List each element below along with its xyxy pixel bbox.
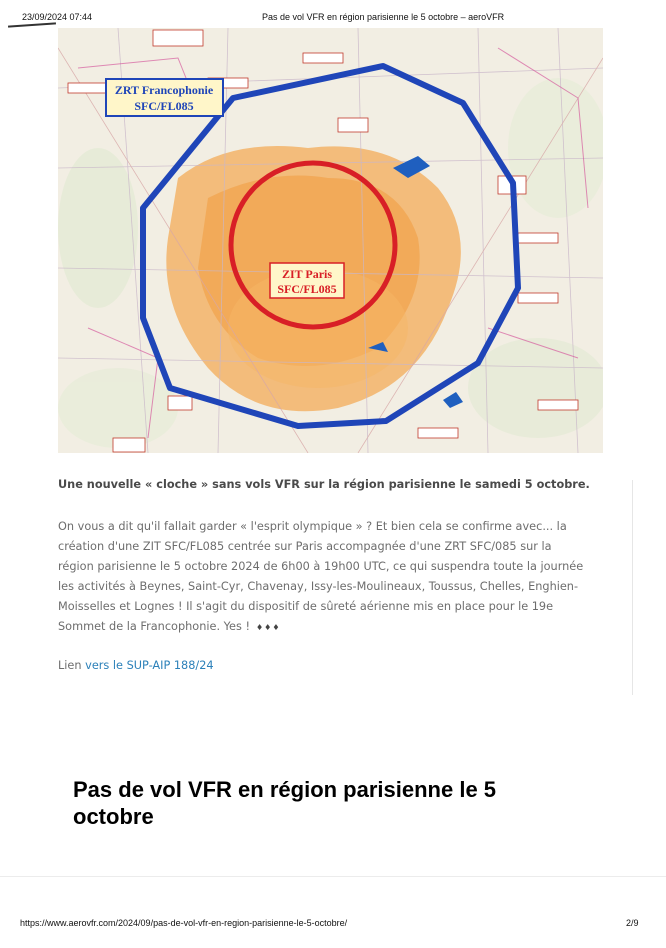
body-line: Moisselles et Lognes ! Il s'agit du dispositif de sûreté aérienne mis en place pour le 19e <box>58 600 554 613</box>
article-link-line <box>58 659 214 672</box>
page-title-line2: octobre <box>73 804 154 829</box>
sup-aip-link[interactable]: vers le SUP-AIP 188/24 <box>85 659 214 672</box>
zrt-label-line2: SFC/FL085 <box>134 99 194 113</box>
column-divider <box>632 480 633 695</box>
body-line: création d'une ZIT SFC/FL085 centrée sur Paris accompagnée d'une ZRT SFC/085 sur la <box>58 540 552 553</box>
zit-label-line1: ZIT Paris <box>281 267 333 281</box>
airspace-map-image <box>58 28 603 453</box>
link-prefix: Lien <box>58 659 82 672</box>
article-lead: Une nouvelle « cloche » sans vols VFR sur la région parisienne le samedi 5 octobre. <box>58 478 590 491</box>
diamond-icons: ♦♦♦ <box>255 623 281 632</box>
airspace-map <box>58 28 603 453</box>
body-line: les activités à Beynes, Saint-Cyr, Chavenay, Issy-les-Moulineaux, Toussus, Chelles, Enghien- <box>58 580 579 593</box>
divider <box>0 876 666 877</box>
body-line: On vous a dit qu'il fallait garder « l'esprit olympique » ? Et bien cela se confirme avec... la <box>58 520 567 533</box>
zrt-label-line1: ZRT Francophonie <box>114 83 214 97</box>
print-url: https://www.aerovfr.com/2024/09/pas-de-vol-vfr-en-region-parisienne-le-5-octobre/ <box>20 918 348 928</box>
page-title-line1: Pas de vol VFR en région parisienne le 5 <box>73 777 497 802</box>
body-line-text: Sommet de la Francophonie. Yes ! <box>58 620 250 633</box>
zit-label-line2: SFC/FL085 <box>277 282 337 296</box>
print-date: 23/09/2024 07:44 <box>22 12 93 22</box>
print-page-number: 2/9 <box>626 918 639 928</box>
zrt-label-box <box>106 79 223 116</box>
zit-label-box <box>270 263 344 298</box>
print-header <box>0 0 666 24</box>
print-document-title: Pas de vol VFR en région parisienne le 5 octobre – aeroVFR <box>262 12 505 22</box>
page-title <box>73 776 593 830</box>
body-line: région parisienne le 5 octobre 2024 de 6h00 à 19h00 UTC, ce qui suspendra toute la journée <box>58 560 584 573</box>
article-body <box>58 517 603 638</box>
body-line-last <box>58 617 603 638</box>
